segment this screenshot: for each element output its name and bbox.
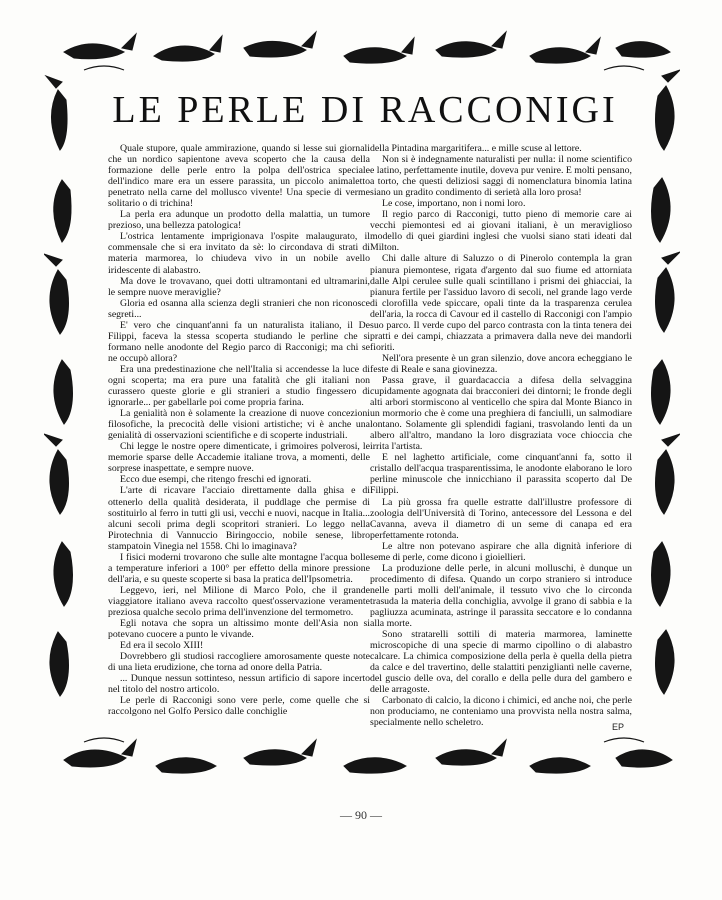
hare-icon — [436, 740, 506, 765]
hare-icon — [652, 178, 671, 242]
paragraph: Non si è indegnamente naturalisti per nulla: il nome scientifico e latino, perfettamente inutile, doveva pur venire. E molti pensano, a torto, che questi deliziosi saggi di nomenclatura binomia latina siano un gradito condimento di serietà alla loro prosa! — [370, 154, 632, 199]
hare-icon — [54, 360, 73, 424]
paragraph: Ed era il secolo XIII! — [120, 640, 204, 652]
paragraph: Le perle di Racconigi sono vere perle, come quelle che si raccolgono nel Golfo Persico dalle conchiglie — [108, 695, 370, 718]
hare-icon — [44, 254, 68, 334]
hare-icon — [344, 758, 406, 773]
hare-icon — [154, 36, 222, 61]
paragraph: Ecco due esempi, che ritengo freschi ed ignorati. — [120, 474, 312, 486]
hare-icon — [54, 180, 71, 242]
hare-icon — [530, 38, 600, 63]
hare-icon — [436, 32, 506, 57]
paragraph: Leggevo, ieri, nel Milione di Marco Polo, che il grande viaggiatore italiano aveva raccolto quest'osservazione veramente preziosa qualche secolo prima dell'invenzione del termometro. — [108, 584, 370, 618]
hare-icon — [46, 76, 67, 150]
hare-icon — [244, 740, 316, 765]
hare-icon — [652, 542, 671, 606]
left-column — [108, 143, 370, 717]
paragraph: E' vero che cinquant'anni fa un naturalista italiano, il De Filippi, faceva la stessa scoperta studiando le perline che si formano nelle anodonte del Regio parco di Racconigi; ma chi se ne occupò allora? — [108, 319, 370, 364]
paragraph: Dovrebbero gli studiosi raccogliere amorosamente queste note di una lieta erudizione, che torna ad onore della Patria. — [108, 651, 370, 674]
illustrator-signature: EP — [612, 722, 625, 732]
paragraph: Carbonato di calcio, la dicono i chimici, ed anche noi, che perle non produciamo, ne conteniamo una provvista nella nostra salma, specialmente nello scheletro. — [370, 695, 632, 729]
paragraph: La più grossa fra quelle estratte dall'illustre professore di zoologia dell'Università di Torino, antecessore del Lessona e del Cavanna, aveva il diametro di un seme di canapa ed era perfettamente rotonda. — [370, 496, 632, 541]
paragraph: E nel laghetto artificiale, come cinquant'anni fa, sotto il cristallo dell'acqua trasparentissima, le anodonte elaborano le loro perline minuscole che innicchiano il parassita scoperto dal De Filippi. — [370, 452, 632, 497]
hare-icon — [656, 70, 680, 150]
paragraph: Era una predestinazione che nell'Italia si accendesse la luce di ogni scoperta; ma era pure una fatalità che gli italiani non curassero queste glorie e gli stranieri a studio fingessero di ignorarle... per gabellarle poi come propria farina. — [108, 363, 370, 409]
page-number: — 90 — — [340, 808, 382, 822]
hare-icon — [156, 758, 216, 773]
hare-icon — [344, 38, 414, 63]
hare-icon — [64, 34, 136, 59]
hare-icon — [244, 32, 316, 57]
paragraph: Nell'ora presente è un gran silenzio, dove ancora echeggiano le feste di Reale e sana giovinezza. — [370, 352, 632, 375]
article-title: LE PERLE DI RACCONIGI — [112, 89, 618, 131]
paragraph: della Pintadina margaritifera... e mille scuse al lettore. — [370, 143, 582, 154]
paragraph: Chi legge le nostre opere dimenticate, i grimoires polverosi, le memorie sparse delle Accademie italiane trova, a momenti, delle sorprese inaspettate, e sempre nuove. — [108, 441, 370, 475]
paragraph: Il regio parco di Racconigi, tutto pieno di memorie care ai vecchi piemontesi ed ai giovani italiani, è un meraviglioso modello di quei giardini inglesi che vuolsi siano stati ideati dal Milton. — [370, 209, 632, 254]
hare-icon — [54, 542, 73, 606]
hare-icon — [656, 630, 675, 694]
hare-icon — [44, 434, 68, 514]
paragraph: La produzione delle perle, in alcuni molluschi, è dunque un procedimento di difesa. Quando un corpo straniero si introduce nelle parti molli dell'animale, il tessuto vivo che lo circonda trasuda la materia della conchiglia, avvolge il grano di sabbia e la pagliuzza acuminata, astringe il parassita seccatore e lo condanna alla morte. — [370, 562, 632, 630]
paragraph: Le altre non potevano aspirare che alla dignità inferiore di seme di perle, come dicono i gioiellieri. — [370, 540, 632, 563]
paragraph: I fisici moderni trovarono che sulle alte montagne l'acqua bolle a temperature inferiori a 100° per effetto della minore pressione dell'aria, e su queste scoperte si basa la pratica dell'Ipsometria. — [108, 551, 370, 585]
right-column — [370, 143, 632, 728]
hare-icon — [50, 632, 69, 696]
hare-icon — [616, 750, 672, 767]
paragraph: Quale stupore, quale ammirazione, quando si lesse sui giornali che un nordico sapientone aveva scoperto che la causa della formazione delle perle entro la polpa dell'ostrica speciale dell'indico mare era un essere parassita, un piccolo animaletto penetrato nella carne del mollusco vivente! Una specie di verme solitario o di trichina! — [108, 143, 370, 210]
hare-icon — [652, 360, 671, 424]
hare-icon — [64, 740, 136, 767]
paragraph: Chi dalle alture di Saluzzo o di Pinerolo contempla la gran pianura piemontese, rigata d'argento dal suo fiume ed attorniata dalle Alpi cerulee sulle quali scintillano i prismi dei ghiacciai, la pianura fertile per l'assiduo lavoro di secoli, nel grande lago verde di clorofilla vede spiccare, opali tinte da la trasparenza cerulea dell'aria, la rocca di Cavour ed il castello di Racconigi con l'ampio suo parco. Il verde cupo del parco contrasta con la tinta tenera dei pratti e dei campi, chiazzata a primavera dalla neve dei mandorli fioriti. — [370, 253, 632, 353]
paragraph: Sono stratarelli sottili di materia marmorea, laminette microscopiche di una specie di marmo cipollino o di alabastro calcare. La chimica composizione della perla è quella della pietra da calce e del travertino, delle stalattiti penzigliantì nelle caverne, del guscio delle ova, del corallo e della pelle dura del gambero e delle arragoste. — [370, 629, 632, 696]
paragraph: Le cose, importano, non i nomi loro. — [382, 198, 526, 210]
paragraph: Egli notava che sopra un altissimo monte dell'Asia non si potevano cuocere a punto le vivande. — [108, 618, 370, 641]
hare-icon — [656, 252, 680, 332]
paragraph: L'arte di ricavare l'acciaio direttamente dalla ghisa e di ottenerlo della qualità desiderata, il puddlage che permise di sostituirlo al ferro in tutti gli usi, vecchi e nuovi, nacque in Italia... alcuni secoli prima degli scopritori stranieri. Lo leggo nella Pirotechnia di Vannuccio Biringoccio, nobile senese, libro stampatoin Vinegia nel 1558. Chi lo imaginava? — [108, 485, 370, 552]
paragraph: Ma dove le trovavano, quei dotti ultramontani ed ultramarini, le sempre nuove meraviglie? — [108, 275, 370, 298]
paragraph: La perla era adunque un prodotto della malattia, un tumore prezioso, una bellezza patologica! — [108, 209, 370, 232]
paragraph: L'ostrica lentamente imprigionava l'ospite malaugurato, il commensale che si era invitato da sè: lo circondava di strati di materia marmorea, lo chiudeva vivo in un nobile avello iridescente di alabastro. — [108, 231, 370, 276]
hare-icon — [616, 42, 670, 58]
paragraph: La genialità non è solamente la creazione di nuove concezioni filosofiche, la precocità delle visioni artistiche; vi è anche una genialità di osservazioni scientifiche e di scoperte industriali. — [108, 408, 370, 442]
hare-icon — [530, 758, 590, 773]
paragraph: Gloria ed osanna alla scienza degli stranieri che non riconosce segreti... — [108, 297, 370, 320]
hare-icon — [656, 434, 680, 514]
paragraph: ... Dunque nessun sottinteso, nessun artificio di sapore incerto nel titolo del nostro articolo. — [108, 673, 370, 696]
paragraph: Passa grave, il guardacaccia a difesa della selvaggina cupidamente agognata dai bracconieri dei dintorni; le fronde degli alti arbori stormiscono al venticello che spira dal Monte Bianco in un mormorio che è come una preghiera di fanciulli, un salmodiare lontano. Solamente gli splendidi fagiani, trasvolando lenti da un albero all'altro, mandano la loro disgraziata voce chioccia che irrita l'artista. — [370, 374, 632, 453]
